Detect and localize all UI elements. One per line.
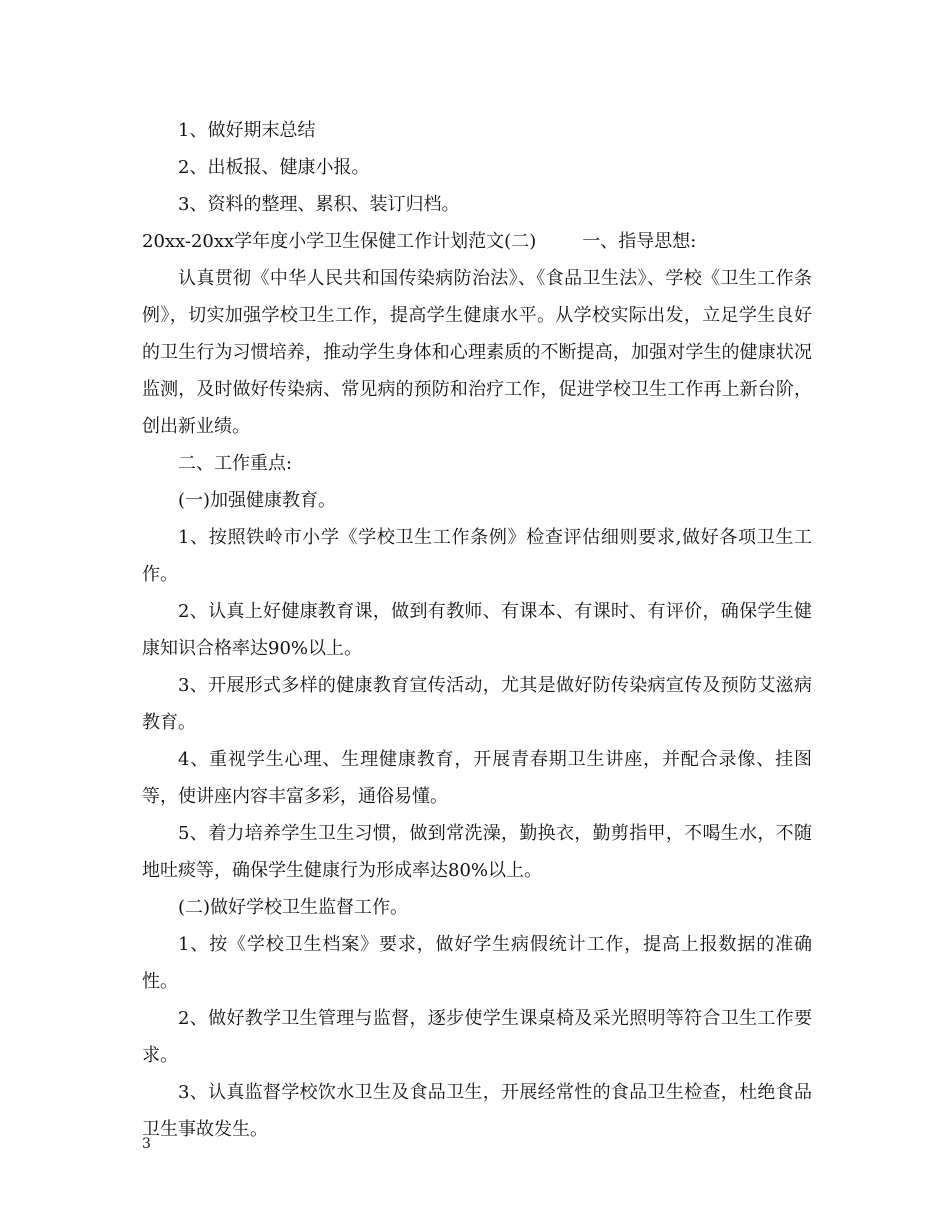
list-item: 1、按照铁岭市小学《学校卫生工作条例》检查评估细则要求,做好各项卫生工作。 xyxy=(142,527,812,585)
section-heading: 一、指导思想: xyxy=(582,231,697,252)
body-paragraph: 认真贯彻《中华人民共和国传染病防治法》、《食品卫生法》、学校《卫生工作条例》，切实加强学校卫生工作，提高学生健康水平。从学校实际出发，立足学生良好的卫生行为习惯培养，推动学生身体和心理素质的不断提高，加强对学生的健康状况监测，及时做好传染病、常见病的预防和治疗工作，促进学校卫生工作再上新台阶，创出新业绩。 xyxy=(142,268,812,437)
list-item: 3、认真监督学校饮水卫生及食品卫生，开展经常性的食品卫生检查，杜绝食品卫生事故发生。 xyxy=(142,1082,812,1140)
subsection-heading: (二)做好学校卫生监督工作。 xyxy=(178,897,409,918)
subsection-heading: (一)加强健康教育。 xyxy=(178,490,337,511)
list-item: 1、按《学校卫生档案》要求，做好学生病假统计工作，提高上报数据的准确性。 xyxy=(142,934,812,992)
list-item: 4、重视学生心理、生理健康教育，开展青春期卫生讲座，并配合录像、挂图等，使讲座内容丰富多彩，通俗易懂。 xyxy=(142,749,812,807)
document-title-line xyxy=(142,223,812,260)
page-number: 3 xyxy=(142,1136,151,1152)
document-body xyxy=(142,112,812,1148)
list-item: 1、做好期末总结 xyxy=(178,120,316,141)
list-item: 2、做好教学卫生管理与监督，逐步使学生课桌椅及采光照明等符合卫生工作要求。 xyxy=(142,1008,812,1066)
list-item: 5、着力培养学生卫生习惯，做到常洗澡，勤换衣，勤剪指甲，不喝生水，不随地吐痰等，确保学生健康行为形成率达80%以上。 xyxy=(142,823,812,881)
list-item: 3、开展形式多样的健康教育宣传活动，尤其是做好防传染病宣传及预防艾滋病教育。 xyxy=(142,675,812,733)
list-item: 2、出板报、健康小报。 xyxy=(178,157,370,178)
section-heading: 二、工作重点: xyxy=(178,453,293,474)
list-item: 2、认真上好健康教育课，做到有教师、有课本、有课时、有评价，确保学生健康知识合格率达90%以上。 xyxy=(142,601,812,659)
document-title: 20xx-20xx学年度小学卫生保健工作计划范文(二) xyxy=(142,231,537,252)
list-item: 3、资料的整理、累积、装订归档。 xyxy=(178,194,460,215)
